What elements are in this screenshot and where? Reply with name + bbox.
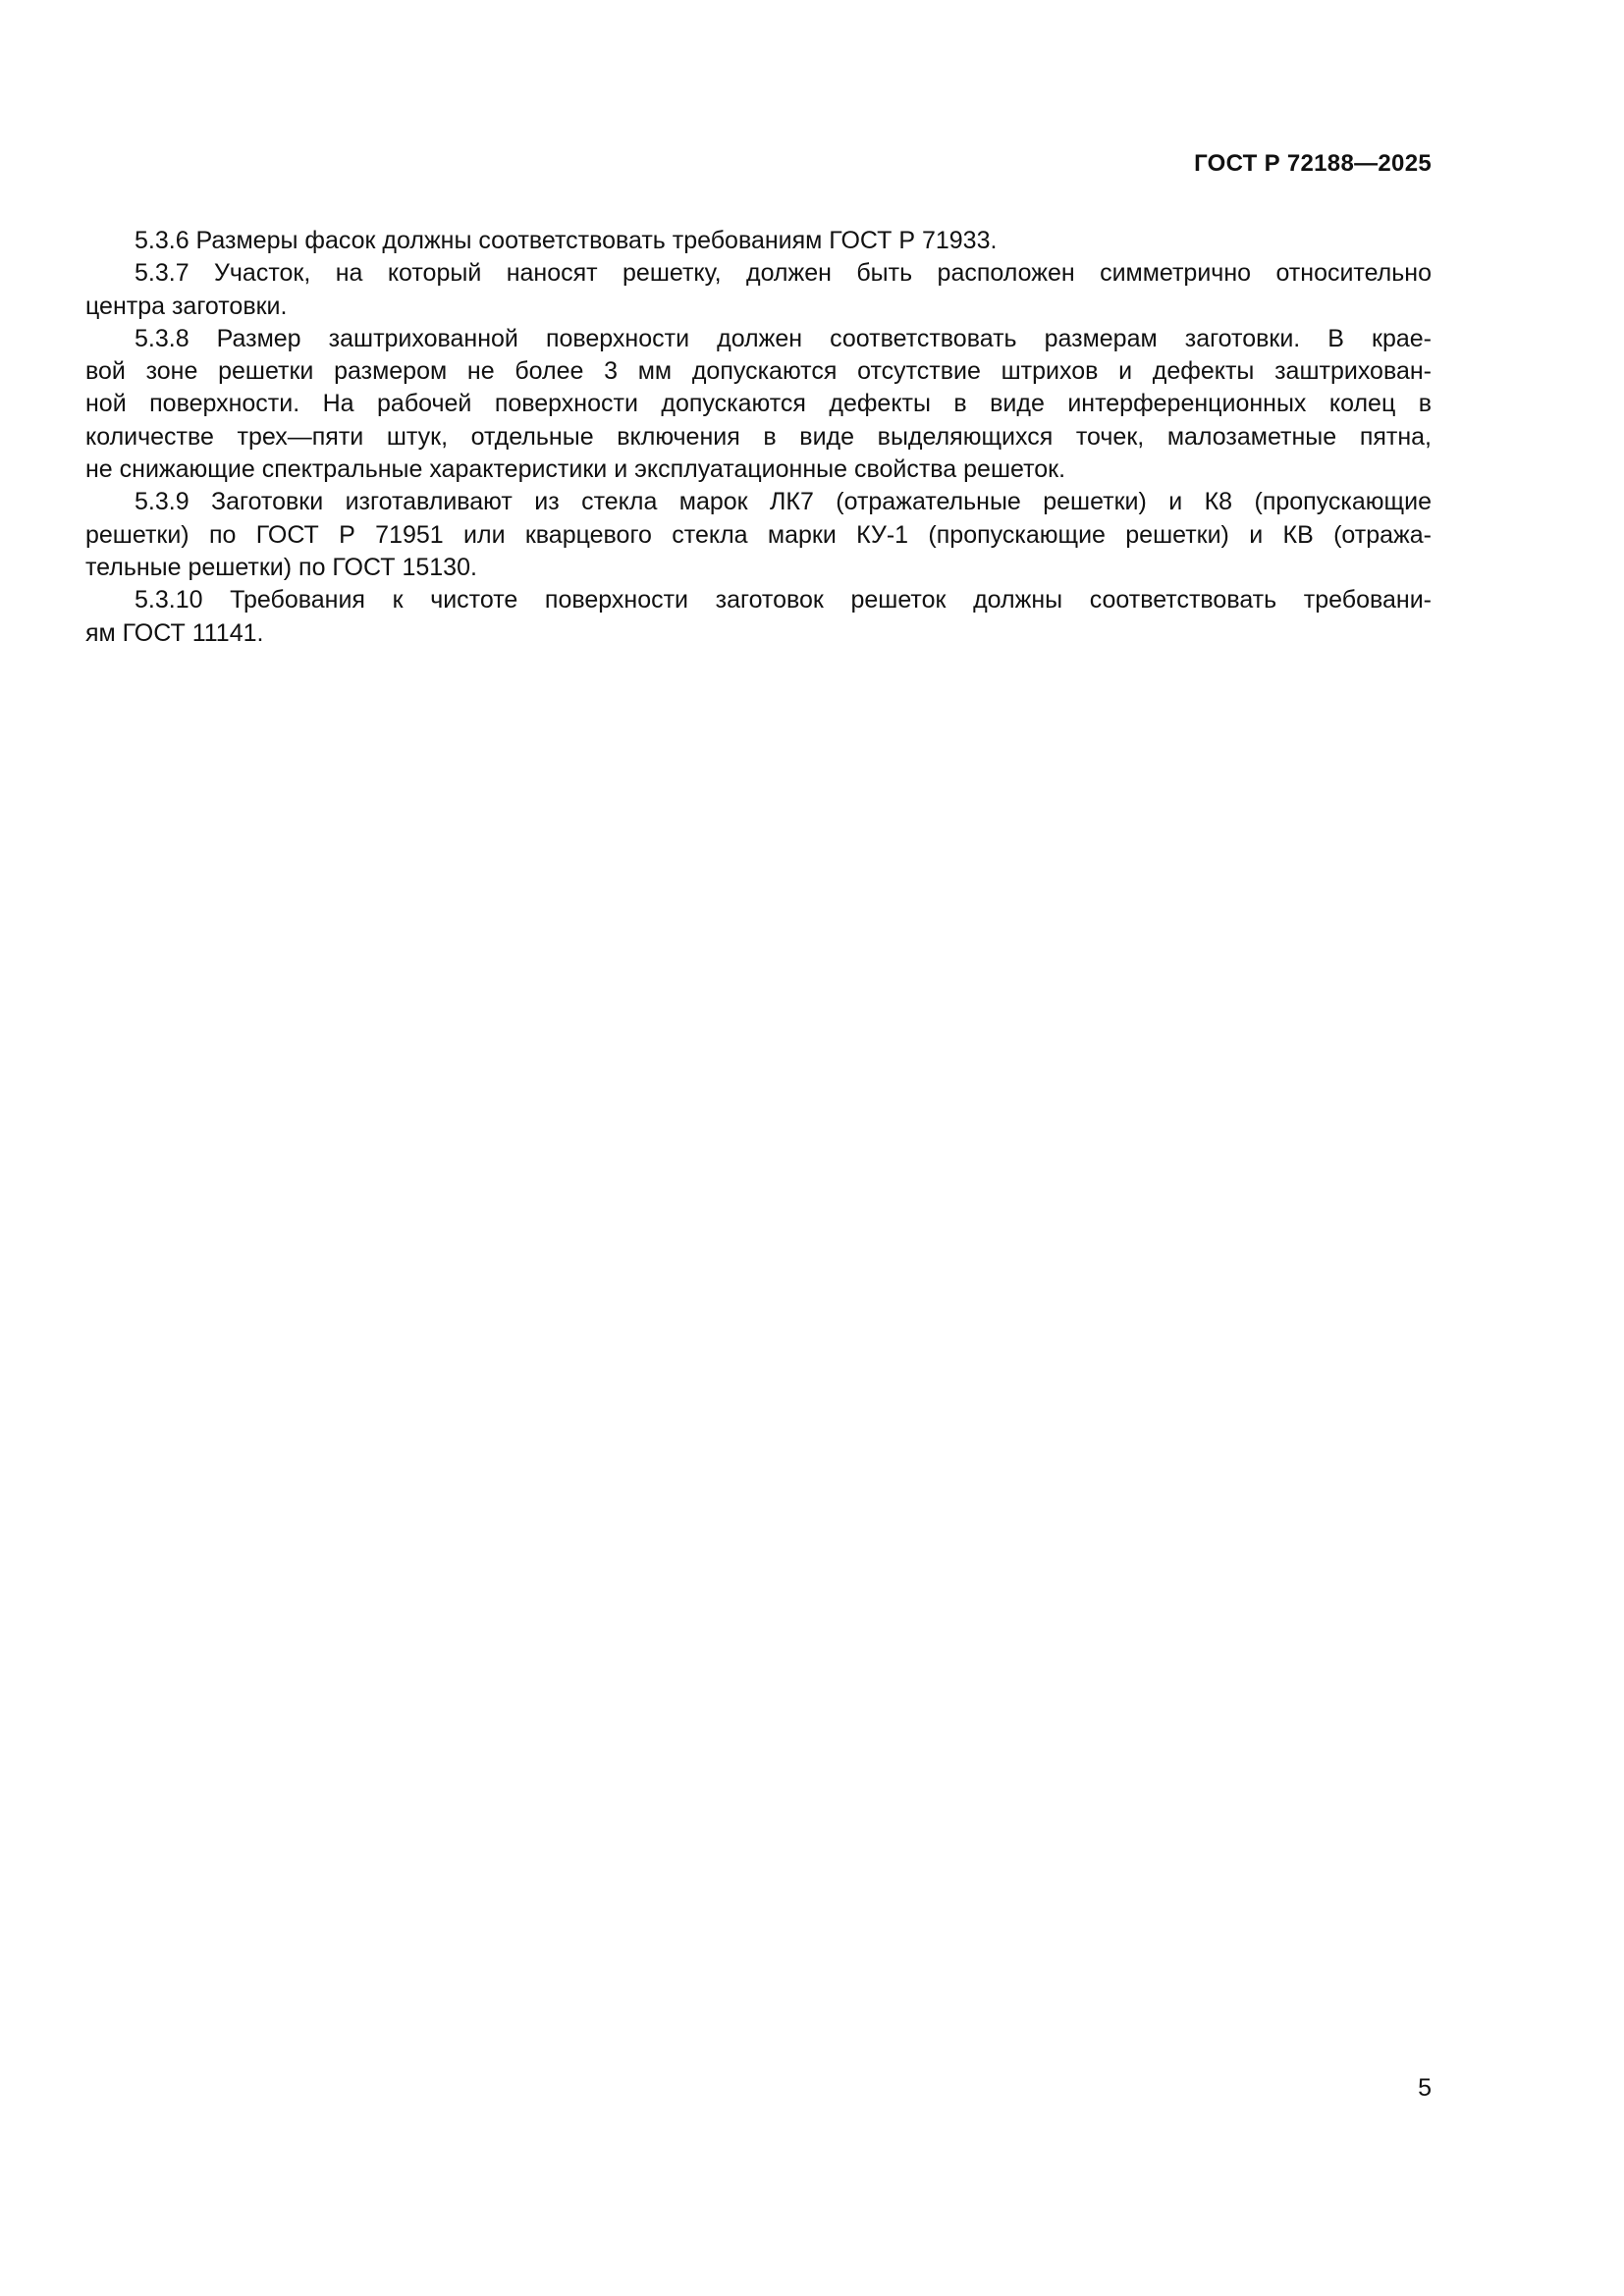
text-line: ной поверхности. На рабочей поверхности допускаются дефекты в виде интерференционных колец в bbox=[85, 390, 1432, 418]
text-line: ям ГОСТ 11141. bbox=[85, 618, 264, 647]
text-line: центра заготовки. bbox=[85, 292, 288, 320]
paragraph-5.3.10 bbox=[85, 584, 1432, 650]
text-line: вой зоне решетки размером не более 3 мм допускаются отсутствие штрихов и дефекты заштрихован- bbox=[85, 357, 1432, 386]
paragraph-5.3.8 bbox=[85, 323, 1432, 486]
text-line: количестве трех—пяти штук, отдельные включения в виде выделяющихся точек, малозаметные пятна, bbox=[85, 422, 1432, 451]
text-line: не снижающие спектральные характеристики и эксплуатационные свойства решеток. bbox=[85, 455, 1066, 484]
document-header: ГОСТ Р 72188—2025 bbox=[1194, 150, 1432, 177]
text-line: 5.3.10 Требования к чистоте поверхности заготовок решеток должны соответствовать требовани- bbox=[135, 586, 1432, 614]
text-line: 5.3.6 Размеры фасок должны соответствовать требованиям ГОСТ Р 71933. bbox=[135, 227, 998, 254]
page-number: 5 bbox=[1418, 2074, 1432, 2102]
text-line: решетки) по ГОСТ Р 71951 или кварцевого стекла марки КУ-1 (пропускающие решетки) и КВ (отража- bbox=[85, 520, 1432, 549]
text-line: 5.3.7 Участок, на который наносят решетку, должен быть расположен симметрично относительно bbox=[135, 259, 1432, 288]
document-body bbox=[85, 225, 1432, 650]
text-line: 5.3.9 Заготовки изготавливают из стекла марок ЛК7 (отражательные решетки) и К8 (пропускающие bbox=[135, 488, 1432, 516]
text-line: тельные решетки) по ГОСТ 15130. bbox=[85, 553, 477, 581]
text-line: 5.3.8 Размер заштрихованной поверхности должен соответствовать размерам заготовки. В крае- bbox=[135, 324, 1432, 352]
paragraph-5.3.7 bbox=[85, 257, 1432, 323]
paragraph-5.3.6 bbox=[85, 225, 1432, 257]
paragraph-5.3.9 bbox=[85, 486, 1432, 584]
